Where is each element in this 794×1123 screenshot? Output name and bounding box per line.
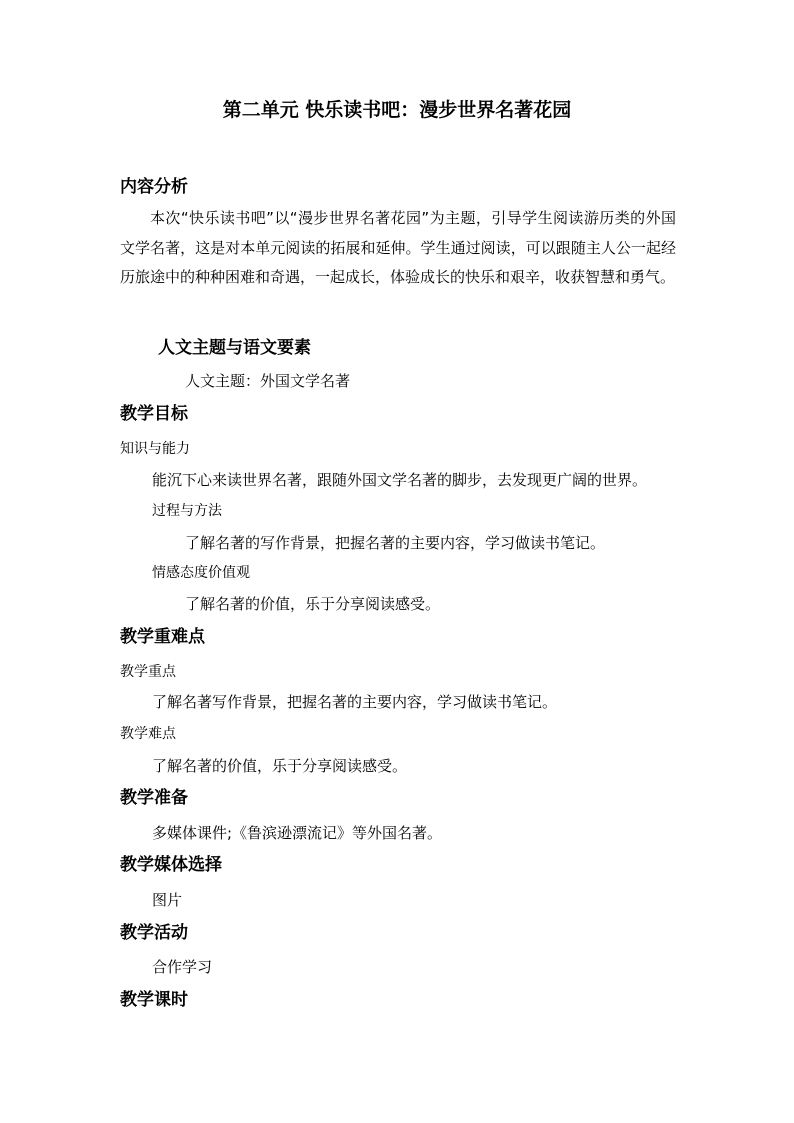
knowledge-ability-label: 知识与能力 <box>120 441 190 457</box>
process-method-label: 过程与方法 <box>152 503 222 519</box>
periods-heading: 教学课时 <box>120 990 188 1010</box>
humanistic-theme-text: 人文主题：外国文学名著 <box>185 372 351 390</box>
process-method-text: 了解名著的写作背景，把握名著的主要内容，学习做读书笔记。 <box>185 534 606 552</box>
preparation-heading: 教学准备 <box>120 788 188 808</box>
teaching-goals-heading: 教学目标 <box>120 404 188 424</box>
document-title: 第二单元 快乐读书吧：漫步世界名著花园 <box>222 99 572 121</box>
content-analysis-heading: 内容分析 <box>120 177 188 197</box>
key-difficult-heading: 教学重难点 <box>120 627 205 647</box>
teaching-key-text: 了解名著写作背景，把握名著的主要内容，学习做读书笔记。 <box>152 693 558 711</box>
knowledge-ability-text: 能沉下心来读世界名著，跟随外国文学名著的脚步，去发现更广阔的世界。 <box>152 471 648 489</box>
teaching-difficult-label: 教学难点 <box>120 726 176 742</box>
humanistic-theme-heading: 人文主题与语文要素 <box>158 338 311 358</box>
preparation-text: 多媒体课件;《鲁滨逊漂流记》等外国名著。 <box>152 824 443 842</box>
teaching-difficult-text: 了解名著的价值，乐于分享阅读感受。 <box>152 757 408 775</box>
emotion-values-label: 情感态度价值观 <box>152 565 250 581</box>
activity-heading: 教学活动 <box>120 923 188 943</box>
media-heading: 教学媒体选择 <box>120 855 222 875</box>
teaching-key-label: 教学重点 <box>120 664 176 680</box>
content-analysis-paragraph: 本次“快乐读书吧”以“漫步世界名著花园”为主题，引导学生阅读游历类的外国文学名著，这是对本单元阅读的拓展和延伸。学生通过阅读，可以跟随主人公一起经历旅途中的种种困难和奇遇，一起成长，体验成长的快乐和艰辛，收获智慧和勇气。 <box>120 209 676 286</box>
media-text: 图片 <box>152 891 183 909</box>
activity-text: 合作学习 <box>152 958 213 976</box>
emotion-values-text: 了解名著的价值，乐于分享阅读感受。 <box>185 595 441 613</box>
